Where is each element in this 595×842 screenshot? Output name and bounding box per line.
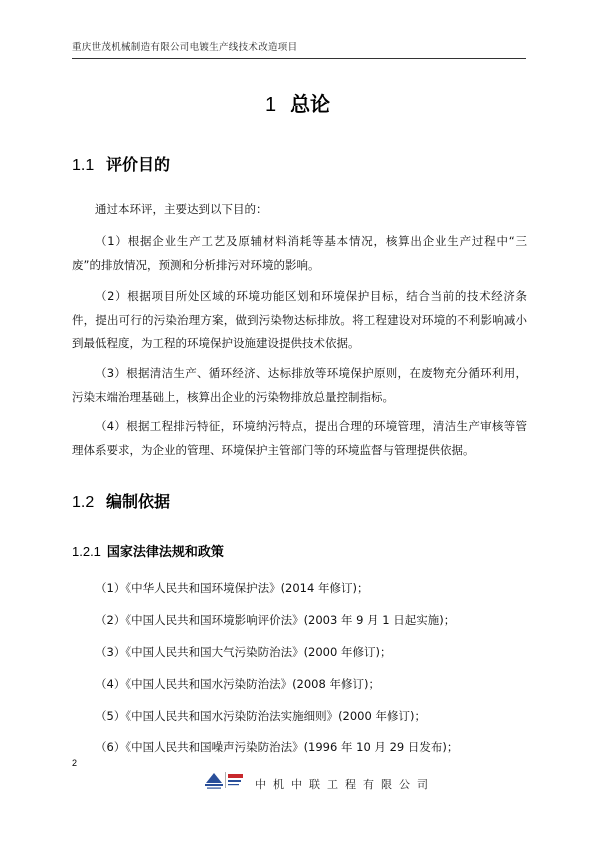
chapter-name: 总论 xyxy=(290,92,331,116)
section-number: 1.2 xyxy=(72,494,95,511)
subsection-heading-1-2-1 xyxy=(72,541,224,560)
law-item-1: （1）《中华人民共和国环境保护法》(2014 年修订)； xyxy=(95,581,369,595)
section-title: 评价目的 xyxy=(106,155,171,174)
law-item-2: （2）《中国人民共和国环境影响评价法》(2003 年 9 月 1 日起实施)； xyxy=(95,613,456,627)
section-heading-1-2 xyxy=(72,489,170,512)
paragraph-item-2: （2）根据项目所处区域的环境功能区划和环境保护目标，结合当前的技术经济条件，提出可行的污染治理方案，做到污染物达标排放。将工程建设对环境的不利影响减小到最低程度，为工程的环境保护设施建设提供技术依据。 xyxy=(72,289,527,350)
paragraph-item-4: （4）根据工程排污特征，环境纳污特点，提出合理的环境管理，清洁生产审核等管理体系要求，为企业的管理、环境保护主管部门等的环境监督与管理提供依据。 xyxy=(72,419,527,457)
chapter-number: 1 xyxy=(264,94,277,116)
section-number: 1.1 xyxy=(72,157,95,174)
paragraph-item-1: （1）根据企业生产工艺及原辅材料消耗等基本情况，核算出企业生产过程中“三废”的排放情况，预测和分析排污对环境的影响。 xyxy=(72,234,527,272)
intro-paragraph: 通过本环评，主要达到以下目的： xyxy=(95,202,268,216)
law-item-6: （6）《中国人民共和国噪声污染防治法》(1996 年 10 月 29 日发布)； xyxy=(95,740,459,754)
law-item-3: （3）《中国人民共和国大气污染防治法》(2000 年修订)； xyxy=(95,645,392,659)
chapter-title xyxy=(0,88,595,117)
subsection-title: 国家法律法规和政策 xyxy=(106,545,224,560)
paragraph-item-3: （3）根据清洁生产、循环经济、达标排放等环境保护原则，在废物充分循环利用，污染末端治理基础上，核算出企业的污染物排放总量控制指标。 xyxy=(72,366,527,404)
company-logo-icon xyxy=(203,769,245,791)
law-item-5: （5）《中国人民共和国水污染防治法实施细则》(2000 年修订)； xyxy=(95,709,426,723)
section-heading-1-1 xyxy=(72,152,170,175)
section-title: 编制依据 xyxy=(106,492,171,511)
law-item-4: （4）《中国人民共和国水污染防治法》(2008 年修订)； xyxy=(95,677,380,691)
footer-organization: 中机中联工程有限公司 xyxy=(255,778,435,791)
page-header: 重庆世茂机械制造有限公司电镀生产线技术改造项目 xyxy=(72,42,298,53)
subsection-number: 1.2.1 xyxy=(72,544,101,559)
page-number: 2 xyxy=(72,758,78,768)
header-rule xyxy=(72,58,526,59)
